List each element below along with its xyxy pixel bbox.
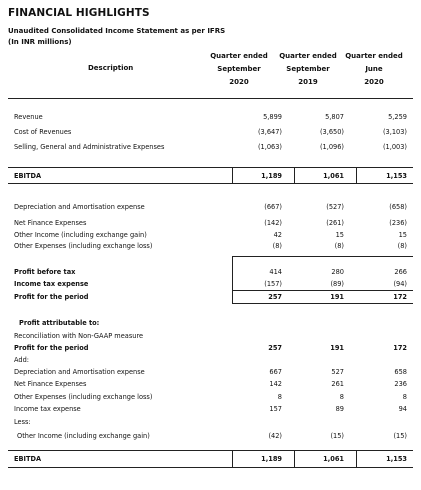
value-sep-2019: (89) [330, 280, 344, 288]
value-sep-2020: 142 [269, 380, 282, 388]
value-sep-2019: 8 [339, 393, 344, 401]
value-sep-2019: (1,096) [319, 143, 344, 151]
value-jun-2020: (1,003) [382, 143, 407, 151]
value-jun-2020: 266 [394, 268, 407, 276]
statement-subtitle: Unaudited Consolidated Income Statement as per IFRS [8, 27, 226, 35]
value-sep-2020: 257 [268, 293, 282, 301]
row-label: Less: [14, 418, 31, 426]
value-jun-2020: (8) [397, 242, 407, 250]
column-header-line2: June [365, 65, 383, 73]
value-sep-2020: (157) [264, 280, 282, 288]
table-row-total [0, 293, 421, 305]
value-sep-2020: 42 [273, 231, 282, 239]
value-sep-2019: 5,807 [325, 113, 344, 121]
table-row [0, 368, 421, 380]
row-label: Other Expenses (including exchange loss) [14, 242, 153, 250]
value-sep-2019: (261) [326, 219, 344, 227]
row-label: Selling, General and Administrative Expenses [14, 143, 165, 151]
value-sep-2020: 1,189 [261, 172, 282, 180]
value-jun-2020: 236 [394, 380, 407, 388]
value-sep-2020: 667 [269, 368, 282, 376]
column-header-jun-2020 [341, 50, 407, 89]
table-row-total [0, 172, 421, 184]
table-row [0, 128, 421, 140]
value-sep-2019: 191 [330, 293, 344, 301]
row-label: Profit for the period [14, 293, 89, 301]
table-row [0, 203, 421, 215]
row-label: Income tax expense [14, 405, 81, 413]
value-jun-2020: 172 [393, 293, 407, 301]
value-sep-2019: 191 [330, 344, 344, 352]
row-label: Revenue [14, 113, 43, 121]
final-ebitda-top-rule [8, 450, 413, 451]
column-header-line1: Quarter ended [279, 52, 337, 60]
value-sep-2020: 8 [277, 393, 282, 401]
value-sep-2019: 1,061 [323, 455, 344, 463]
table-row-heading [0, 332, 421, 344]
value-jun-2020: 1,153 [386, 455, 407, 463]
column-header-line3: 2019 [298, 78, 318, 86]
value-jun-2020: (94) [393, 280, 407, 288]
value-jun-2020: 5,259 [388, 113, 407, 121]
table-row [0, 143, 421, 155]
column-header-line3: 2020 [229, 78, 249, 86]
table-row [0, 219, 421, 231]
value-jun-2020: 172 [393, 344, 407, 352]
table-row [0, 393, 421, 405]
row-label: Other Income (including exchange gain) [14, 231, 147, 239]
row-label: Depreciation and Amortisation expense [14, 368, 145, 376]
page-title: FINANCIAL HIGHLIGHTS [8, 7, 150, 19]
value-jun-2020: 94 [398, 405, 407, 413]
value-sep-2019: 1,061 [323, 172, 344, 180]
value-sep-2019: (3,650) [319, 128, 344, 136]
row-label: Cost of Revenues [14, 128, 72, 136]
row-label: Net Finance Expenses [14, 219, 87, 227]
table-row [0, 380, 421, 392]
value-jun-2020: (658) [389, 203, 407, 211]
row-label: Net Finance Expenses [14, 380, 87, 388]
value-sep-2020: 5,899 [263, 113, 282, 121]
subtotal-top-rule [232, 256, 413, 257]
row-label: EBITDA [14, 172, 42, 180]
table-row [0, 432, 421, 444]
header-rule [8, 98, 413, 99]
table-row-heading [0, 356, 421, 368]
units-note: (In INR millions) [8, 38, 72, 46]
value-jun-2020: (15) [393, 432, 407, 440]
table-row [0, 405, 421, 417]
value-sep-2020: (667) [264, 203, 282, 211]
table-row-total [0, 455, 421, 467]
value-sep-2019: 280 [331, 268, 344, 276]
value-sep-2020: 414 [269, 268, 282, 276]
value-jun-2020: 8 [402, 393, 407, 401]
value-jun-2020: (3,103) [382, 128, 407, 136]
row-label: Income tax expense [14, 280, 89, 288]
value-sep-2019: 15 [335, 231, 344, 239]
column-header-sep-2019 [275, 50, 341, 89]
row-label: Reconciliation with Non-GAAP measure [14, 332, 144, 340]
column-header-line1: Quarter ended [210, 52, 268, 60]
row-label: Other Income (including exchange gain) [17, 432, 150, 440]
table-row [0, 113, 421, 125]
table-row [0, 280, 421, 292]
description-header: Description [88, 64, 134, 72]
value-sep-2020: (142) [264, 219, 282, 227]
ebitda-top-rule [8, 167, 413, 168]
value-jun-2020: 15 [398, 231, 407, 239]
value-sep-2020: 257 [268, 344, 282, 352]
value-sep-2019: (15) [330, 432, 344, 440]
value-sep-2020: (3,647) [257, 128, 282, 136]
value-jun-2020: 658 [394, 368, 407, 376]
value-sep-2019: 527 [331, 368, 344, 376]
value-jun-2020: (236) [389, 219, 407, 227]
column-header-line1: Quarter ended [345, 52, 403, 60]
value-sep-2019: 261 [331, 380, 344, 388]
value-sep-2020: 157 [269, 405, 282, 413]
value-sep-2020: 1,189 [261, 455, 282, 463]
row-label: Add: [14, 356, 29, 364]
column-header-line2: September [286, 65, 330, 73]
value-sep-2020: (42) [268, 432, 282, 440]
value-jun-2020: 1,153 [386, 172, 407, 180]
row-label: Other Expenses (including exchange loss) [14, 393, 153, 401]
final-ebitda-bottom-rule [8, 467, 413, 468]
value-sep-2019: (8) [334, 242, 344, 250]
table-row [0, 344, 421, 356]
value-sep-2020: (8) [272, 242, 282, 250]
table-row [0, 242, 421, 254]
row-label: EBITDA [14, 455, 42, 463]
table-row-heading [0, 319, 421, 331]
value-sep-2019: (527) [326, 203, 344, 211]
row-label: Profit for the period [14, 344, 89, 352]
row-label: Profit before tax [14, 268, 76, 276]
column-header-sep-2020 [206, 50, 272, 89]
column-header-line2: September [217, 65, 261, 73]
row-label: Profit attributable to: [19, 319, 100, 327]
value-sep-2020: (1,063) [257, 143, 282, 151]
value-sep-2019: 89 [335, 405, 344, 413]
table-row-heading [0, 418, 421, 430]
table-row-subtotal [0, 268, 421, 280]
column-header-line3: 2020 [364, 78, 384, 86]
row-label: Depreciation and Amortisation expense [14, 203, 145, 211]
